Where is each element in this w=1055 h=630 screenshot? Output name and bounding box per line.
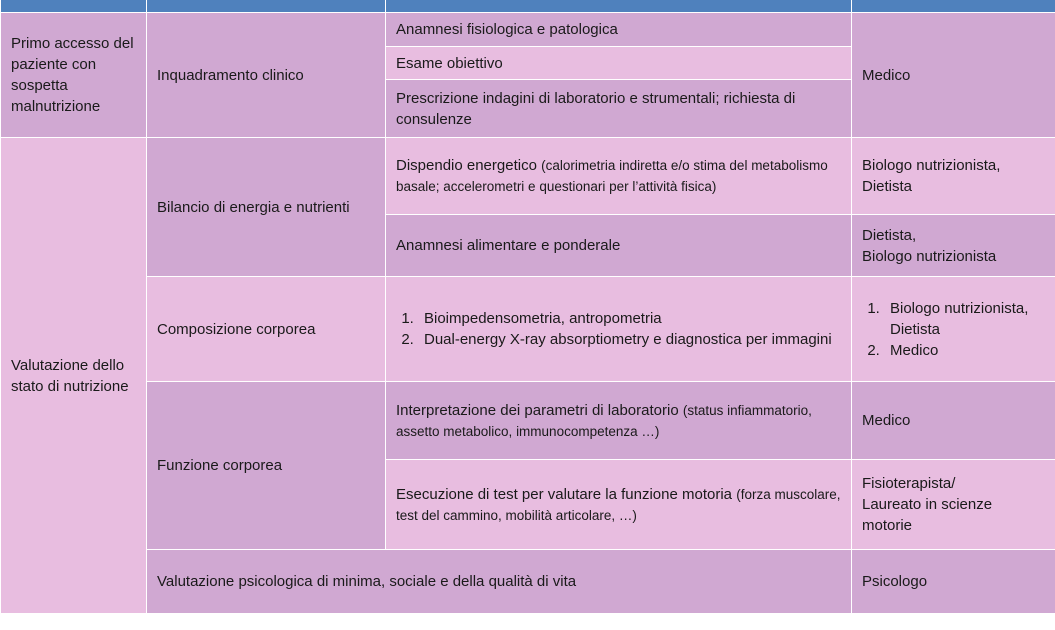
activity-esecuzione [386,460,852,550]
area-inquadramento: Inquadramento clinico [147,13,386,138]
activity-interpretazione-main: Interpretazione dei parametri di laboratorio [396,401,679,419]
area-bilancio: Bilancio di energia e nutrienti [147,138,386,277]
list-item: 2. Medico [884,340,1045,361]
activity-dispendio-detail: (calorimetria indiretta e/o stima del metabolismo basale; accelerometri e questionari per l’attività fisica) [396,158,828,194]
header-cell [147,0,386,13]
activity-anamnesi-alimentare: Anamnesi alimentare e ponderale [386,215,852,277]
list-item: 1. Biologo nutrizionista, Dietista [884,298,1045,340]
composizione-list [396,308,841,350]
area-composizione: Composizione corporea [147,277,386,382]
section-valutazione: Valutazione dello stato di nutrizione [1,138,147,614]
role-medico-interpretazione: Medico [852,382,1055,460]
activity-prescrizione: Prescrizione indagini di laboratorio e strumentali; richiesta di consulenze [386,80,852,138]
header-cell [386,0,852,13]
activity-anamnesi-fisiologica: Anamnesi fisiologica e patologica [386,13,852,47]
header-cell [852,0,1055,13]
role-line: Fisioterapista/ [862,475,956,492]
list-item: 1. Bioimpedensometria, antropometria [418,308,841,329]
role-dietista-biologo [852,215,1055,277]
table-header-row [1,0,1055,13]
header-cell [1,0,147,13]
role-line: Dietista, [862,226,917,244]
section-primo-accesso: Primo accesso del paziente con sospetta malnutrizione [1,13,147,138]
area-psicologica: Valutazione psicologica di minima, sociale e della qualità di vita [147,550,852,614]
activity-dispendio-main: Dispendio energetico [396,157,537,174]
activity-composizione-list [386,277,852,382]
activity-esame-obiettivo: Esame obiettivo [386,47,852,80]
list-item: 2. Dual-energy X-ray absorptiometry e diagnostica per immagini [418,329,841,350]
composizione-roles-list [862,298,1045,361]
role-line: Laureato in scienze motorie [862,496,993,534]
role-biologo-dietista: Biologo nutrizionista, Dietista [852,138,1055,215]
activity-interpretazione [386,382,852,460]
area-funzione: Funzione corporea [147,382,386,550]
table-row [1,550,1055,614]
role-medico: Medico [852,13,1055,138]
table-row [1,138,1055,215]
role-line: Biologo nutrizionista [862,247,997,265]
table-row [1,13,1055,47]
activity-interpretazione-detail: (status infiammatorio, assetto metabolico, immunocompetenza …) [396,402,812,439]
table-row [1,277,1055,382]
activity-esecuzione-main: Esecuzione di test per valutare la funzione motoria [396,485,733,503]
activity-esecuzione-detail: (forza muscolare, test del cammino, mobilità articolare, …) [396,486,841,523]
table-row [1,382,1055,460]
role-fisioterapista [852,460,1055,550]
role-psicologo: Psicologo [852,550,1055,614]
role-composizione-list [852,277,1055,382]
activity-dispendio [386,138,852,215]
